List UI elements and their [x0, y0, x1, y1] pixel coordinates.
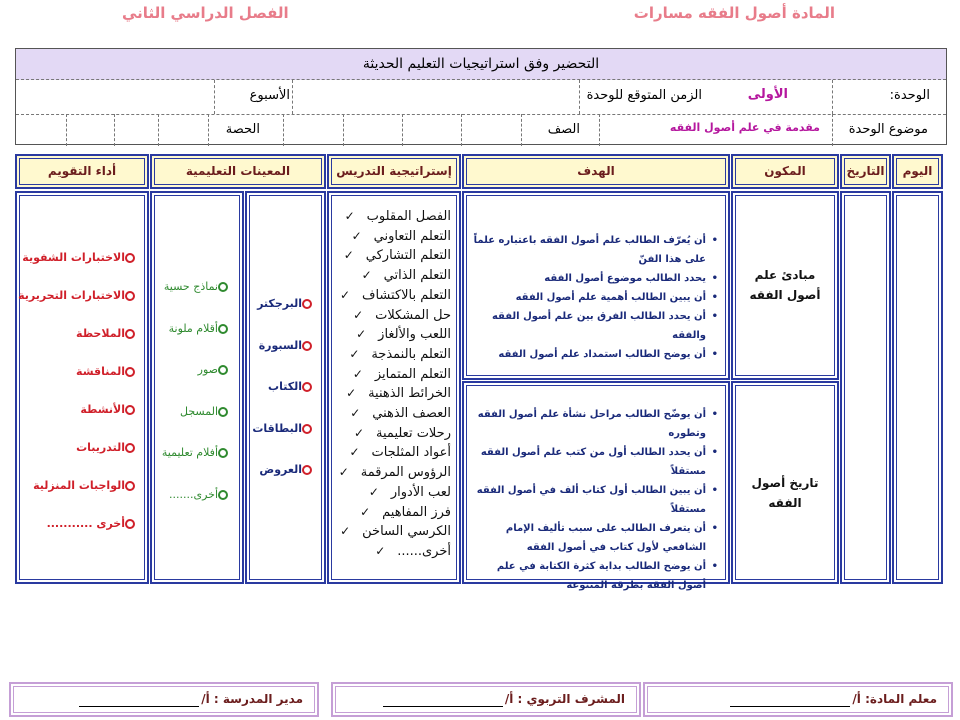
supervisor-label: المشرف التربوي : أ/ [504, 692, 625, 706]
strategy-label: التعلم بالنمذجة [371, 346, 451, 362]
circle-bullet-icon [218, 324, 228, 334]
strategy-item [333, 345, 451, 365]
strategy-item [333, 384, 451, 404]
col-date-header: التاريخ [840, 154, 891, 189]
assessment-item-label: الأنشطة [80, 403, 125, 416]
checkmark-icon: ✓ [375, 543, 386, 558]
strategy-item [333, 463, 451, 483]
aid-item [252, 283, 318, 325]
strategy-item [333, 227, 451, 247]
teacher-label: معلم المادة: أ/ [852, 692, 937, 706]
circle-bullet-icon [125, 481, 135, 491]
circle-bullet-icon [125, 253, 135, 263]
assessment-item-label: أخرى ........... [46, 517, 125, 530]
col-assessment-header: أداء التقويم [15, 154, 149, 189]
goal-item: • أن يحدد الطالب الفرق بين علم أصول الفقه والفقه [470, 307, 718, 345]
strategy-label: أخرى...... [397, 543, 451, 559]
circle-bullet-icon [125, 367, 135, 377]
checkmark-icon: ✓ [340, 287, 351, 302]
assessment-item [18, 429, 141, 467]
aid-item [162, 349, 234, 391]
aids-red-cell [245, 191, 326, 584]
strategy-item [333, 483, 451, 503]
topic-value: مقدمة في علم أصول الفقه [669, 121, 820, 134]
aid-item-label: صور [197, 363, 218, 376]
goal-item: • يحدد الطالب موضوع أصول الفقه [470, 269, 718, 288]
week-label: الأسبوع [249, 88, 290, 103]
signature-line [730, 693, 850, 707]
goal-item: • أن يوضح الطالب استمداد علم أصول الفقه [470, 345, 718, 364]
strategy-item [333, 286, 451, 306]
goal-item: • أن يوضح الطالب بداية كثرة الكتابة في علم أصول الفقه بطرقه المتنوعة [470, 557, 718, 595]
aid-item [162, 391, 234, 433]
principal-label: مدير المدرسة : أ/ [201, 692, 303, 706]
strategy-label: التعلم التشاركي [365, 248, 451, 264]
assessment-item-label: المناقشة [76, 365, 125, 378]
content-cell-1 [731, 191, 839, 380]
strategies-list [333, 207, 451, 562]
goal-list-1 [470, 231, 718, 364]
content-title-1: مبادئ علم أصول الفقه [749, 268, 821, 302]
checkmark-icon: ✓ [352, 366, 363, 381]
goal-item: • أن يبين الطالب أول كتاب ألف في أصول الفقه مستقلاً [470, 481, 718, 519]
assessment-item-label: الواجبات المنزلية [33, 479, 125, 492]
circle-bullet-icon [125, 291, 135, 301]
checkmark-icon: ✓ [350, 406, 361, 421]
strategy-label: اللعب والألغاز [378, 327, 451, 343]
strategy-item [333, 443, 451, 463]
strategy-item [333, 503, 451, 523]
strategy-label: لعب الأدوار [390, 484, 451, 500]
assessment-item-label: الاختبارات التحريرية [18, 289, 125, 302]
checkmark-icon: ✓ [338, 465, 349, 480]
checkmark-icon: ✓ [356, 327, 367, 342]
teacher-signature-box [643, 682, 953, 717]
strategy-item [333, 325, 451, 345]
strategy-label: الكرسي الساخن [362, 524, 451, 540]
circle-bullet-icon [302, 382, 312, 392]
assessment-item-label: الملاحظة [76, 327, 125, 340]
assessment-item [18, 391, 141, 429]
aid-item [252, 366, 318, 408]
strategy-item [333, 266, 451, 286]
col-strategies-header: إستراتيجية التدريس [327, 154, 461, 189]
header-band-title: التحضير وفق استراتيجيات التعليم الحديثة [16, 49, 946, 80]
checkmark-icon: ✓ [354, 425, 365, 440]
circle-bullet-icon [125, 405, 135, 415]
date-cell [840, 191, 891, 584]
strategy-item [333, 207, 451, 227]
checkmark-icon: ✓ [361, 268, 372, 283]
checkmark-icon: ✓ [360, 504, 371, 519]
strategy-label: حل المشكلات [375, 307, 451, 323]
aid-item [162, 308, 234, 350]
checkmark-icon: ✓ [349, 445, 360, 460]
strategy-item [333, 365, 451, 385]
goal-item: • أن يُعرّف الطالب علم أصول الفقه باعتباره علماً على هذا الفنّ [470, 231, 718, 269]
checkmark-icon: ✓ [353, 307, 364, 322]
assessment-item [18, 277, 141, 315]
assessment-list [18, 239, 141, 543]
unit-label: الوحدة: [889, 88, 930, 103]
aids-green-list [162, 266, 234, 515]
checkmark-icon: ✓ [368, 484, 379, 499]
col-aids-header: المعينات التعليمية [150, 154, 326, 189]
strategies-cell [327, 191, 461, 584]
unit-value: الأولى [747, 87, 788, 102]
strategy-item [333, 542, 451, 562]
supervisor-signature-box [331, 682, 641, 717]
checkmark-icon: ✓ [340, 524, 351, 539]
checkmark-icon: ✓ [344, 209, 355, 223]
strategy-label: الخرائط الذهنية [368, 386, 451, 402]
strategy-item [333, 404, 451, 424]
semester-title: الفصل الدراسي الثاني [122, 4, 289, 22]
aid-item [162, 266, 234, 308]
circle-bullet-icon [302, 465, 312, 475]
aid-item-label: نماذج حسية [163, 280, 218, 293]
signature-line [79, 693, 199, 707]
strategy-label: العصف الذهني [372, 406, 451, 422]
duration-label: الزمن المتوقع للوحدة [586, 88, 702, 103]
circle-bullet-icon [302, 341, 312, 351]
circle-bullet-icon [218, 448, 228, 458]
strategy-label: التعلم التعاوني [373, 228, 451, 244]
circle-bullet-icon [218, 365, 228, 375]
strategy-label: الرؤوس المرقمة [360, 465, 451, 481]
lesson-header [15, 48, 947, 145]
assessment-item [18, 353, 141, 391]
checkmark-icon: ✓ [349, 346, 360, 361]
circle-bullet-icon [218, 282, 228, 292]
strategy-label: التعلم الذاتي [383, 268, 451, 284]
col-content-header: المكون [731, 154, 839, 189]
aid-item-label: أخرى....... [168, 487, 218, 501]
assessment-item [18, 467, 141, 505]
goal-cell-2 [462, 381, 730, 591]
circle-bullet-icon [125, 443, 135, 453]
circle-bullet-icon [302, 299, 312, 309]
aid-item [252, 449, 318, 491]
assessment-item [18, 315, 141, 353]
goal-item: • أن يبين الطالب أهمية علم أصول الفقه [470, 288, 718, 307]
aid-item [252, 408, 318, 450]
aid-item [162, 432, 234, 474]
content-title-2: تاريخ أصول الفقه [751, 476, 819, 510]
aid-item-label: أفلام تعليمية [161, 446, 218, 459]
aids-red-list [252, 283, 318, 491]
circle-bullet-icon [302, 424, 312, 434]
checkmark-icon: ✓ [351, 228, 362, 243]
aid-item-label: أقلام ملونة [168, 321, 218, 335]
strategy-label: الفصل المقلوب [366, 209, 451, 224]
assessment-item-label: التدريبات [76, 441, 125, 454]
strategy-item [333, 522, 451, 542]
strategy-label: التعلم المتمايز [374, 366, 451, 382]
assessment-cell [15, 191, 149, 584]
aid-item-label: البطاقات [252, 421, 302, 435]
circle-bullet-icon [218, 490, 228, 500]
col-day-header: اليوم [892, 154, 943, 189]
signature-line [383, 693, 503, 707]
aid-item-label: الكتاب [268, 380, 302, 393]
aids-green-cell [150, 191, 244, 584]
checkmark-icon: ✓ [346, 386, 357, 401]
circle-bullet-icon [125, 329, 135, 339]
strategy-label: فرز المفاهيم [382, 504, 451, 520]
content-cell-2 [731, 381, 839, 584]
aid-item-label: البرجكتر [257, 297, 302, 310]
circle-bullet-icon [218, 407, 228, 417]
topic-label: موضوع الوحدة [848, 122, 928, 137]
goal-item: • أن يوضّح الطالب مراحل نشأة علم أصول الفقه وتطوره [470, 405, 718, 443]
strategy-label: أعواد المثلجات [371, 445, 451, 461]
strategy-item [333, 306, 451, 326]
checkmark-icon: ✓ [343, 248, 354, 263]
aid-item-label: العروض [259, 463, 302, 476]
assessment-item [18, 505, 141, 543]
goal-list-2 [470, 405, 718, 595]
aid-item-label: السبورة [258, 338, 302, 352]
circle-bullet-icon [125, 519, 135, 529]
goal-cell-1 [462, 191, 730, 380]
assessment-item-label: الاختبارات الشفوية [22, 251, 125, 264]
strategy-label: رحلات تعليمية [376, 425, 451, 441]
strategy-label: التعلم بالاكتشاف [362, 287, 451, 303]
day-cell [892, 191, 943, 584]
aid-item [252, 325, 318, 367]
principal-signature-box [9, 682, 319, 717]
strategy-item [333, 246, 451, 266]
goal-item: • أن يتعرف الطالب على سبب تأليف الإمام الشافعي لأول كتاب في أصول الفقه [470, 519, 718, 557]
class-label: الصف [547, 122, 580, 137]
strategy-item [333, 424, 451, 444]
goal-item: • أن يحدد الطالب أول من كتب علم أصول الفقه مستقلاً [470, 443, 718, 481]
col-goal-header: الهدف [462, 154, 730, 189]
assessment-item [18, 239, 141, 277]
period-label: الحصة [225, 122, 260, 137]
subject-title: المادة أصول الفقه مسارات [633, 4, 835, 22]
aid-item-label: المسجل [179, 404, 218, 418]
aid-item [162, 474, 234, 516]
